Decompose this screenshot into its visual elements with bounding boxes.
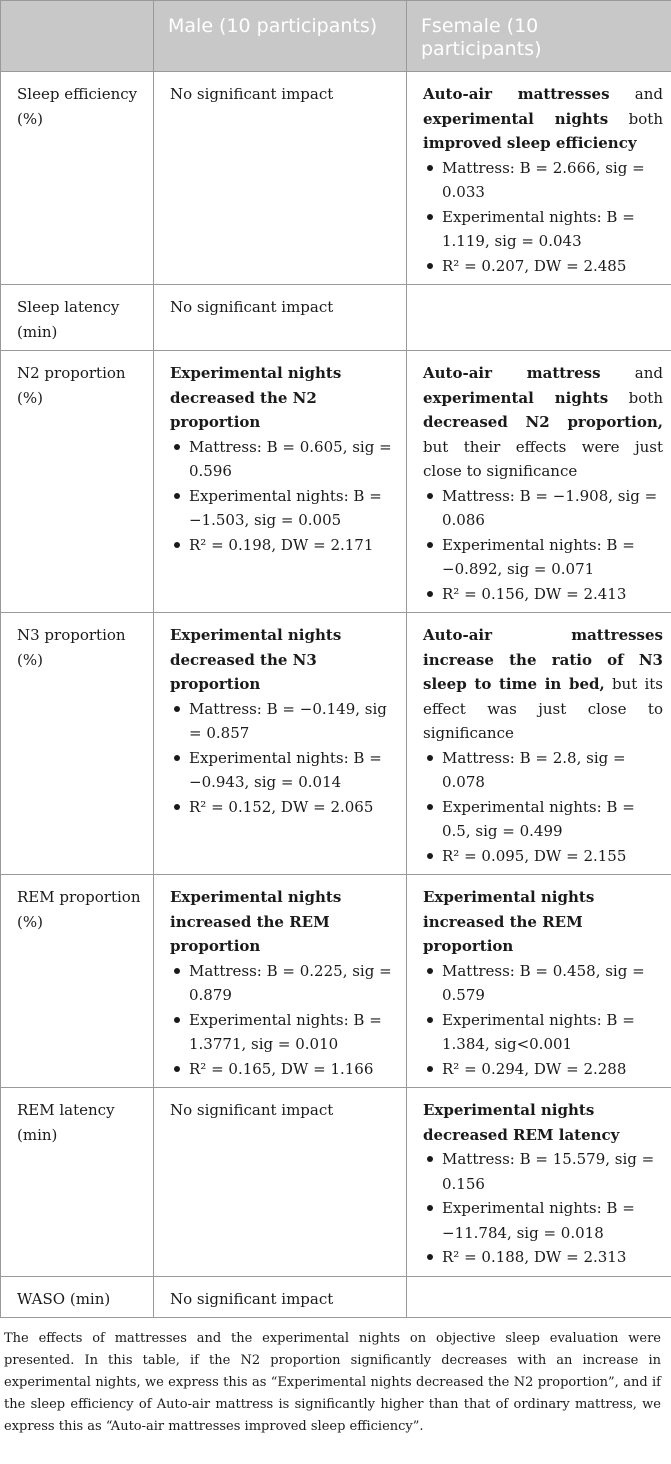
bullet-list: [423, 1147, 663, 1270]
bullet-list: [423, 484, 663, 607]
bullet-item: Mattress: B = 0.605, sig = 0.596: [170, 435, 398, 484]
summary-segment: experimental nights: [423, 109, 609, 128]
header-male: Male (10 participants): [154, 1, 407, 72]
female-cell: [407, 351, 671, 613]
male-summary: No significant impact: [170, 1101, 334, 1119]
bullet-item: R² = 0.152, DW = 2.065: [170, 795, 398, 820]
bullet-item: R² = 0.156, DW = 2.413: [423, 582, 663, 607]
summary-segment: and: [600, 364, 663, 382]
table-row: [1, 285, 671, 351]
bullet-item: Mattress: B = 2.666, sig = 0.033: [423, 156, 663, 205]
male-summary: Experimental nights increased the REM proportion: [170, 888, 342, 955]
summary-segment: Auto-air mattresses increase the ratio of N3 sleep to time in bed,: [423, 626, 663, 693]
bullet-list: [423, 746, 663, 869]
bullet-item: R² = 0.207, DW = 2.485: [423, 254, 663, 279]
female-cell: [407, 613, 671, 875]
male-summary: Experimental nights decreased the N2 proportion: [170, 364, 342, 431]
bullet-item: Experimental nights: B = 0.5, sig = 0.499: [423, 795, 663, 844]
summary-segment: but its effect was just close to significance: [423, 675, 663, 742]
female-summary: [423, 82, 663, 156]
bullet-item: Experimental nights: B = 1.384, sig<0.001: [423, 1008, 663, 1057]
row-label: WASO (min): [1, 1276, 154, 1318]
summary-segment: Auto-air mattresses: [423, 85, 610, 103]
female-cell: [407, 285, 671, 351]
female-cell: [407, 1088, 671, 1277]
table-row: [1, 875, 671, 1088]
bullet-item: Experimental nights: B = −1.503, sig = 0.005: [170, 484, 398, 533]
row-label: Sleep latency (min): [1, 285, 154, 351]
male-cell: [154, 613, 407, 875]
table-row: [1, 72, 671, 285]
bullet-item: Mattress: B = 0.458, sig = 0.579: [423, 959, 663, 1008]
row-label: N2 proportion (%): [1, 351, 154, 613]
bullet-item: R² = 0.165, DW = 1.166: [170, 1057, 398, 1082]
male-summary: No significant impact: [170, 298, 334, 316]
bullet-list: [170, 959, 398, 1082]
table-row: [1, 351, 671, 613]
bullet-item: R² = 0.095, DW = 2.155: [423, 844, 663, 869]
bullet-list: [170, 435, 398, 558]
bullet-item: Experimental nights: B = −11.784, sig = 0.018: [423, 1196, 663, 1245]
bullet-item: Experimental nights: B = −0.892, sig = 0.071: [423, 533, 663, 582]
summary-segment: improved sleep efficiency: [423, 134, 637, 152]
bullet-item: Mattress: B = 2.8, sig = 0.078: [423, 746, 663, 795]
bullet-list: [423, 959, 663, 1082]
row-label: Sleep efficiency (%): [1, 72, 154, 285]
bullet-list: [423, 156, 663, 279]
table-row: [1, 1088, 671, 1277]
bullet-list: [170, 697, 398, 820]
summary-segment: but their effects were just close to significance: [423, 437, 663, 480]
row-label: REM latency (min): [1, 1088, 154, 1277]
female-cell: [407, 72, 671, 285]
bullet-item: Mattress: B = 0.225, sig = 0.879: [170, 959, 398, 1008]
bullet-item: Experimental nights: B = −0.943, sig = 0.014: [170, 746, 398, 795]
male-cell: [154, 1088, 407, 1277]
bullet-item: Mattress: B = −0.149, sig = 0.857: [170, 697, 398, 746]
summary-segment: both: [608, 109, 663, 128]
female-summary: [423, 623, 663, 746]
summary-segment: and: [609, 85, 663, 103]
table-row: [1, 613, 671, 875]
summary-segment: Auto-air mattress: [423, 364, 601, 382]
bullet-item: Experimental nights: B = 1.119, sig = 0.043: [423, 205, 663, 254]
bullet-item: Experimental nights: B = 1.3771, sig = 0.010: [170, 1008, 398, 1057]
bullet-item: R² = 0.188, DW = 2.313: [423, 1245, 663, 1270]
header-row: [1, 1, 671, 72]
bullet-item: Mattress: B = 15.579, sig = 0.156: [423, 1147, 663, 1196]
bullet-item: R² = 0.198, DW = 2.171: [170, 533, 398, 558]
male-summary: No significant impact: [170, 1289, 334, 1308]
male-summary: No significant impact: [170, 85, 334, 103]
female-summary: Experimental nights increased the REM proportion: [423, 888, 595, 955]
bullet-item: Mattress: B = −1.908, sig = 0.086: [423, 484, 663, 533]
header-empty: [1, 1, 154, 72]
female-summary: Experimental nights decreased REM latency: [423, 1101, 620, 1144]
male-cell: [154, 1276, 407, 1318]
table-footnote: The effects of mattresses and the experimental nights on objective sleep evaluation were presented. In this table, if the N2 proportion significantly decreases with an increase in experimental nights, we express this as “Experimental nights decreased the N2 proportion”, and if the sleep efficiency of Auto-air mattress is significantly higher than that of ordinary mattress, we express this as “Auto-air mattresses improved sleep efficiency”.: [4, 1331, 661, 1434]
summary-segment: both: [608, 388, 663, 407]
male-cell: [154, 285, 407, 351]
row-label: N3 proportion (%): [1, 613, 154, 875]
summary-segment: experimental nights: [423, 388, 609, 407]
female-summary: [423, 361, 663, 484]
female-cell: [407, 1276, 671, 1318]
female-cell: [407, 875, 671, 1088]
male-cell: [154, 72, 407, 285]
table-row: [1, 1276, 671, 1318]
male-cell: [154, 875, 407, 1088]
header-female: Fsemale (10 participants): [407, 1, 671, 72]
summary-segment: decreased N2 proportion,: [423, 413, 663, 431]
row-label: REM proportion (%): [1, 875, 154, 1088]
male-summary: Experimental nights decreased the N3 proportion: [170, 626, 342, 693]
male-cell: [154, 351, 407, 613]
bullet-item: R² = 0.294, DW = 2.288: [423, 1057, 663, 1082]
